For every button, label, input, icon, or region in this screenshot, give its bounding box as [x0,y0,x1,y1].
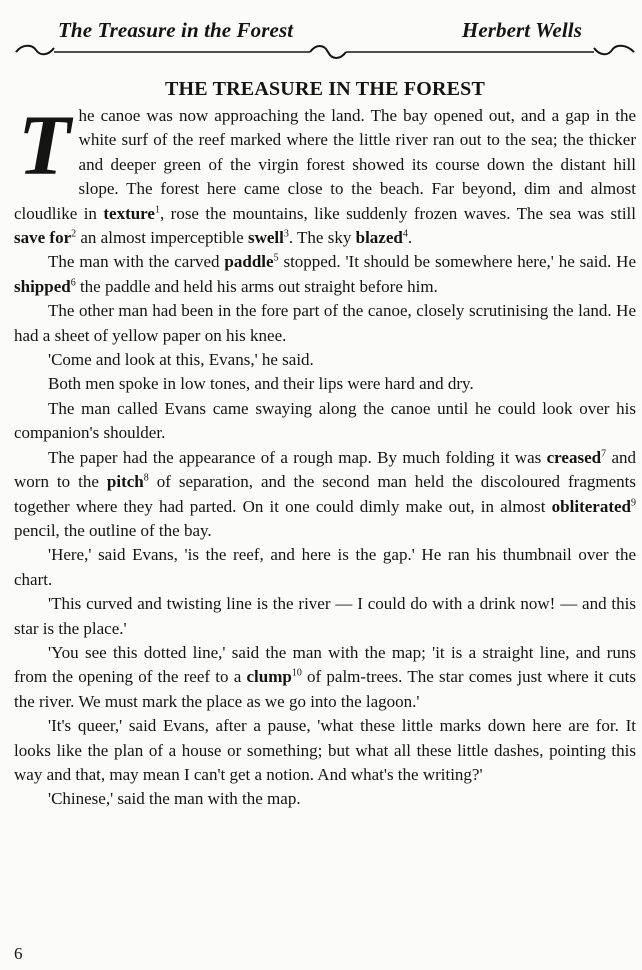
footnote-marker: 3 [283,228,289,240]
header-author: Herbert Wells [461,18,582,42]
story-paragraph: 'It's queer,' said Evans, after a pause, 'what these little marks down here are for. It looks like the plan of a house or something; but what all these little dashes, pointing this way and that, may mean I can't get a notion. And what's the writing?' [14,716,636,784]
running-header [14,0,636,64]
footnote-marker: 10 [291,667,302,679]
glossed-word: clump [246,667,292,687]
footnote-marker: 4 [402,228,408,240]
story-paragraph: Both men spoke in low tones, and their lips were hard and dry. [48,374,474,394]
story-text [14,97,636,812]
story-paragraph: 'Chinese,' said the man with the map. [48,789,301,809]
story-paragraph: 'You see this dotted line,' said the man with the map; 'it is a straight line, and runs from the opening of the reef to a clump$^{10}$ of palm-trees. The star comes just where it cuts the river. We must mark the place as we go into the lagoon.' [14,642,636,711]
chapter-title: THE TREASURE IN THE FOREST [164,78,486,100]
footnote-marker: 9 [631,496,636,508]
glossed-word: swell [247,228,284,248]
story-paragraph: The canoe was now approaching the land. The bay opened out, and a gap in the white surf of the reef marked where the little river ran out to the sea; the thicker and deeper green of the virgin forest showed its course down the distant hill slope. The forest here came close to the beach. Far beyond, dim and almost cloudlike in texture$^1$, rose the mountains, like suddenly frozen waves. The sea was still save for$^2$ an almost imperceptible swell$^3$. The sky blazed$^4$. [14,97,636,248]
story-paragraph: 'This curved and twisting line is the river — I could do with a drink now! — and this star is the place.' [14,594,636,638]
glossed-word: texture [103,203,155,223]
page-number: 6 [14,944,23,963]
story-paragraph: The paper had the appearance of a rough map. By much folding it was creased$^7$ and worn to the pitch$^8$ of separation, and the second man held the discoloured fragments together where they had parted. On it one could dimly make out, in almost obliterated$^9$ pencil, the outline of the bay. [14,447,636,540]
glossed-word: save for [14,228,72,248]
story-paragraph: 'Here,' said Evans, 'is the reef, and here is the gap.' He ran his thumbnail over the chart. [14,545,636,589]
story-paragraph: The man called Evans came swaying along the canoe until he could look over his companion's shoulder. [14,398,636,443]
glossed-word: blazed [355,228,403,248]
story-paragraph: 'Come and look at this, Evans,' he said. [48,350,314,370]
glossed-word: paddle [224,252,274,272]
header-book-title: The Treasure in the Forest [58,18,294,42]
glossed-word: creased [546,447,602,467]
footnote-marker: 7 [601,448,607,460]
book-page [14,0,636,970]
drop-cap: T [18,97,71,193]
footnote-marker: 5 [273,252,279,264]
glossed-word: pitch [106,472,144,492]
glossed-word: obliterated [551,496,631,516]
footnote-marker: 8 [143,472,149,484]
footnote-marker: 1 [154,203,160,215]
glossed-word: shipped [14,276,71,296]
story-paragraph: The other man had been in the fore part of the canoe, closely scrutinising the land. He had a sheet of yellow paper on his knee. [14,301,636,345]
footnote-marker: 2 [71,228,77,240]
footnote-marker: 6 [70,277,76,289]
story-paragraph: The man with the carved paddle$^5$ stopped. 'It should be somewhere here,' he said. He shipped$^6$ the paddle and held his arms out straight before him. [14,252,636,296]
header-ornament-rule [14,40,636,62]
